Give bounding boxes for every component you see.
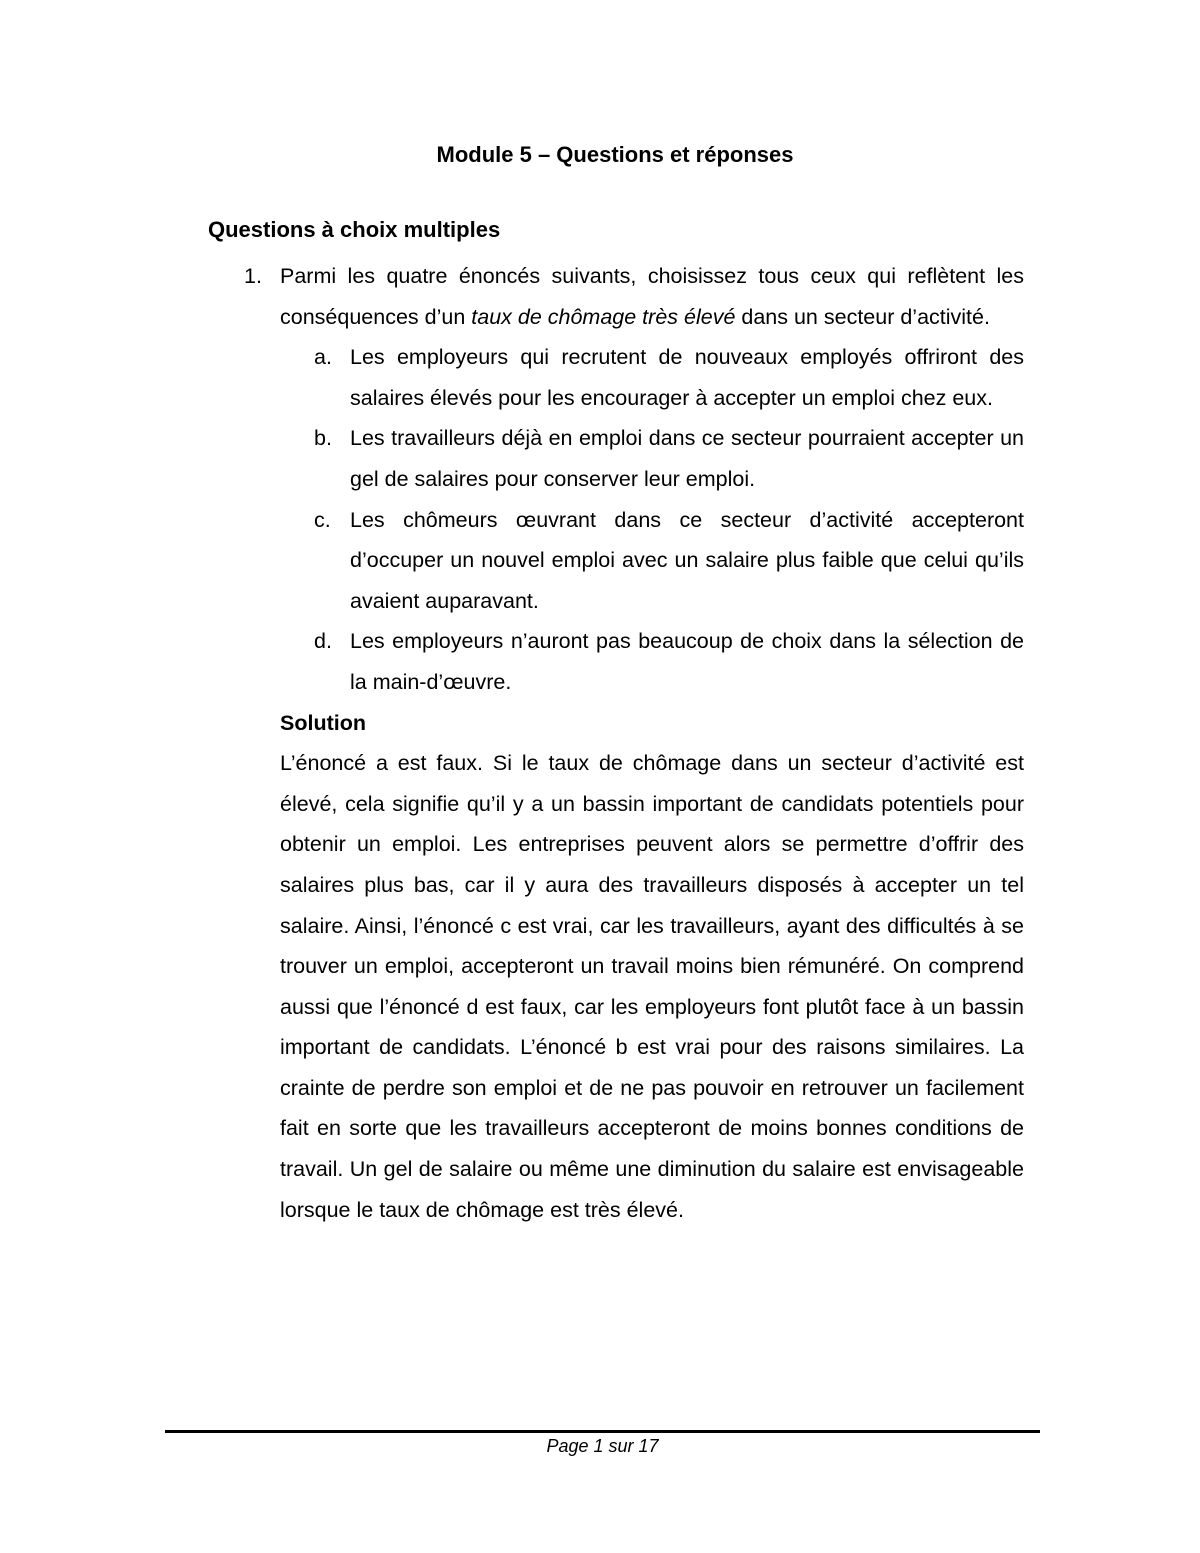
question-text	[280, 256, 1024, 337]
option-a	[244, 337, 1024, 418]
question-text-emphasis: taux de chômage très élevé	[471, 304, 736, 329]
option-text: Les employeurs qui recrutent de nouveaux employés offriront des salaires élevés pour les encourager à accepter un emploi chez eux.	[350, 345, 1024, 410]
option-d	[244, 621, 1024, 702]
option-c	[244, 500, 1024, 622]
option-text: Les travailleurs déjà en emploi dans ce secteur pourraient accepter un gel de salaires pour conserver leur emploi.	[350, 426, 1024, 491]
page-title: Module 5 – Questions et réponses	[436, 142, 794, 167]
option-letter: a.	[314, 345, 332, 370]
section-heading: Questions à choix multiples	[208, 217, 501, 242]
question-number: 1.	[244, 264, 262, 288]
option-letter: b.	[314, 426, 332, 451]
question-text-before: Parmi les quatre énoncés suivants, choisissez tous ceux qui reflètent les conséquences d’un	[280, 264, 1024, 329]
question-text-after: dans un secteur d’activité.	[735, 304, 990, 329]
option-text: Les employeurs n’auront pas beaucoup de choix dans la sélection de la main-d’œuvre.	[350, 629, 1024, 694]
option-text: Les chômeurs œuvrant dans ce secteur d’activité accepteront d’occuper un nouvel emploi avec un salaire plus faible que celui qu’ils avaient auparavant.	[350, 507, 1024, 613]
solution-text: L’énoncé a est faux. Si le taux de chômage dans un secteur d’activité est élevé, cela signifie qu’il y a un bassin important de candidats potentiels pour obtenir un emploi. Les entreprises peuvent alors se permettre d’offrir des salaires plus bas, car il y aura des travailleurs disposés à accepter un tel salaire. Ainsi, l’énoncé c est vrai, car les travailleurs, ayant des difficultés à se trouver un emploi, accepteront un travail moins bien rémunéré. On comprend aussi que l’énoncé d est faux, car les employeurs font plutôt face à un bassin important de candidats. L’énoncé b est vrai pour des raisons similaires. La crainte de perdre son emploi et de ne pas pouvoir en retrouver un facilement fait en sorte que les travailleurs accepteront de moins bonnes conditions de travail. Un gel de salaire ou même une diminution du salaire est envisageable lorsque le taux de chômage est très élevé.	[280, 751, 1024, 1222]
option-b	[244, 418, 1024, 499]
solution-heading: Solution	[280, 710, 366, 735]
option-letter: c.	[314, 507, 331, 532]
option-letter: d.	[314, 629, 332, 654]
options-list	[244, 337, 1024, 702]
page-number: Page 1 sur 17	[546, 1436, 659, 1456]
footer-divider	[165, 1430, 1040, 1433]
question-block	[244, 256, 1024, 1230]
